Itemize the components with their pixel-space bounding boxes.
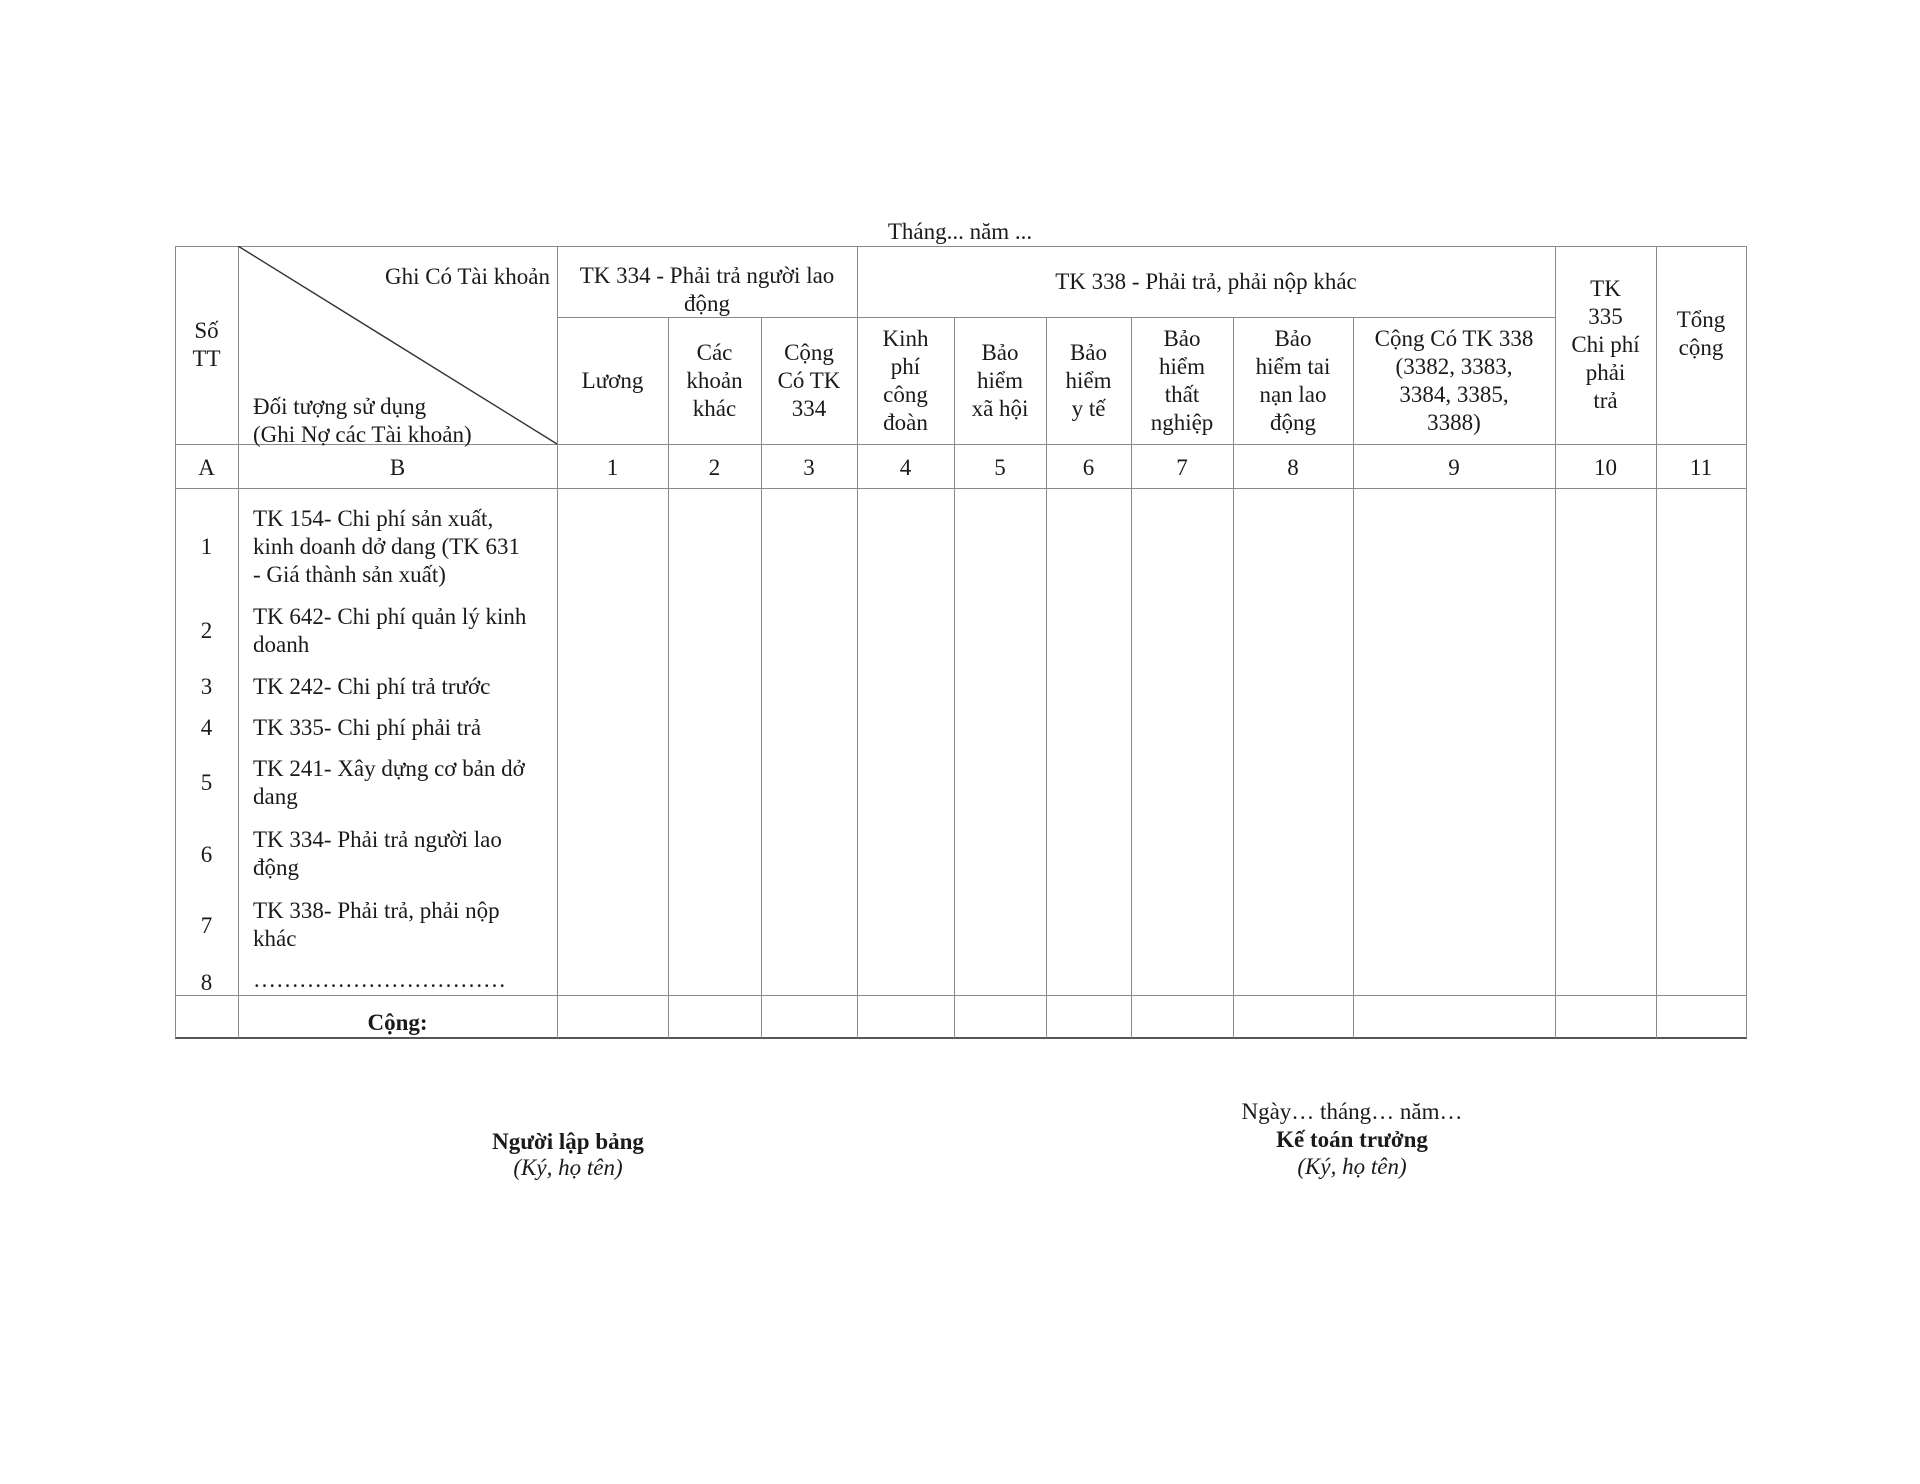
header-cong-co-334-text: Cộng Có TK 334: [777, 339, 841, 421]
header-total: [1656, 246, 1746, 421]
row-number: 7: [200, 913, 213, 938]
header-debit-label: Đối tượng sử dụng (Ghi Nợ các Tài khoản): [253, 394, 472, 447]
header-cac-khoan-khac-text: Các khoản khác: [686, 339, 743, 421]
header-cong-co-334: [761, 317, 857, 444]
index-cell: B: [389, 455, 406, 480]
preparer-note: (Ký, họ tên): [513, 1155, 623, 1180]
row-number: 8: [200, 970, 213, 995]
row-number: 4: [200, 715, 213, 740]
index-cell: 1: [606, 455, 619, 480]
index-cell: 6: [1082, 455, 1095, 480]
header-group-tk338: [857, 246, 1555, 317]
header-kpcd-text: Kinh phí công đoàn: [882, 325, 929, 435]
header-tk335-text: TK 335 Chi phí phải trả: [1571, 276, 1640, 413]
header-bhxh: [954, 317, 1046, 444]
row-label: TK 241- Xây dựng cơ bản dở dang: [253, 756, 525, 809]
header-cong-co-338: [1353, 317, 1555, 444]
index-cell: 2: [708, 455, 721, 480]
index-cell: 8: [1287, 455, 1299, 480]
body-bottom-border: [175, 995, 1746, 996]
table-bottom-border: [175, 1037, 1747, 1039]
header-credit-label: Ghi Có Tài khoản: [384, 264, 550, 289]
index-cell: 11: [1689, 455, 1713, 480]
row-label: TK 642- Chi phí quản lý kinh doanh: [253, 604, 527, 657]
row-label: ……………………………: [253, 967, 506, 992]
row-number: 3: [200, 674, 213, 699]
index-cell: 7: [1176, 455, 1188, 480]
index-cell: 9: [1448, 455, 1460, 480]
header-bhyt: [1046, 317, 1131, 444]
row-label: TK 338- Phải trả, phải nộp khác: [253, 898, 500, 951]
index-cell: 10: [1594, 455, 1617, 480]
index-cell: 4: [899, 455, 912, 480]
period-label: Tháng... năm ...: [887, 219, 1033, 244]
row-number: 2: [200, 618, 213, 643]
row-label: TK 242- Chi phí trả trước: [253, 674, 491, 699]
row-label: TK 335- Chi phí phải trả: [253, 715, 482, 740]
row-number: 5: [200, 770, 213, 795]
row-number: 1: [200, 534, 213, 559]
header-bhxh-text: Bảo hiểm xã hội: [971, 339, 1029, 421]
header-group-tk338-text: TK 338 - Phải trả, phải nộp khác: [1055, 268, 1357, 294]
index-cell: 5: [994, 455, 1006, 480]
header-luong-text: Lương: [581, 367, 644, 393]
header-stt: [175, 246, 238, 444]
header-stt-text: Số TT: [192, 318, 221, 371]
header-bhtnld-text: Bảo hiểm tai nạn lao động: [1255, 325, 1331, 435]
row-label: TK 334- Phải trả người lao động: [253, 827, 502, 880]
index-cell: A: [198, 455, 215, 480]
header-luong: [557, 317, 668, 444]
index-cell: 3: [803, 455, 815, 480]
header-cong-co-338-text: Cộng Có TK 338 (3382, 3383, 3384, 3385, 3388): [1374, 325, 1534, 435]
signature-date-line: Ngày… tháng… năm…: [1241, 1099, 1463, 1124]
header-bhtn: [1131, 317, 1233, 444]
header-total-text: Tổng cộng: [1676, 306, 1726, 360]
header-kinh-phi-cong-doan: [857, 317, 954, 444]
header-group-tk334: [557, 262, 857, 317]
total-row-label: Cộng:: [367, 1010, 428, 1035]
header-bhyt-text: Bảo hiểm y tế: [1065, 339, 1112, 421]
row-label: TK 154- Chi phí sản xuất, kinh doanh dở dang (TK 631 - Giá thành sản xuất): [253, 506, 521, 587]
chief-accountant-title: Kế toán trưởng: [1276, 1127, 1428, 1152]
header-tk335: [1555, 246, 1656, 444]
chief-accountant-note: (Ký, họ tên): [1297, 1154, 1407, 1179]
header-cac-khoan-khac: [668, 317, 761, 444]
header-bhtn-text: Bảo hiểm thất nghiệp: [1150, 325, 1214, 435]
header-group-tk334-text: TK 334 - Phải trả người lao động: [579, 263, 835, 316]
header-bhtnld: [1233, 317, 1353, 444]
col-border: [1746, 246, 1747, 1038]
preparer-title: Người lập bảng: [492, 1129, 644, 1154]
row-number: 6: [200, 842, 213, 867]
